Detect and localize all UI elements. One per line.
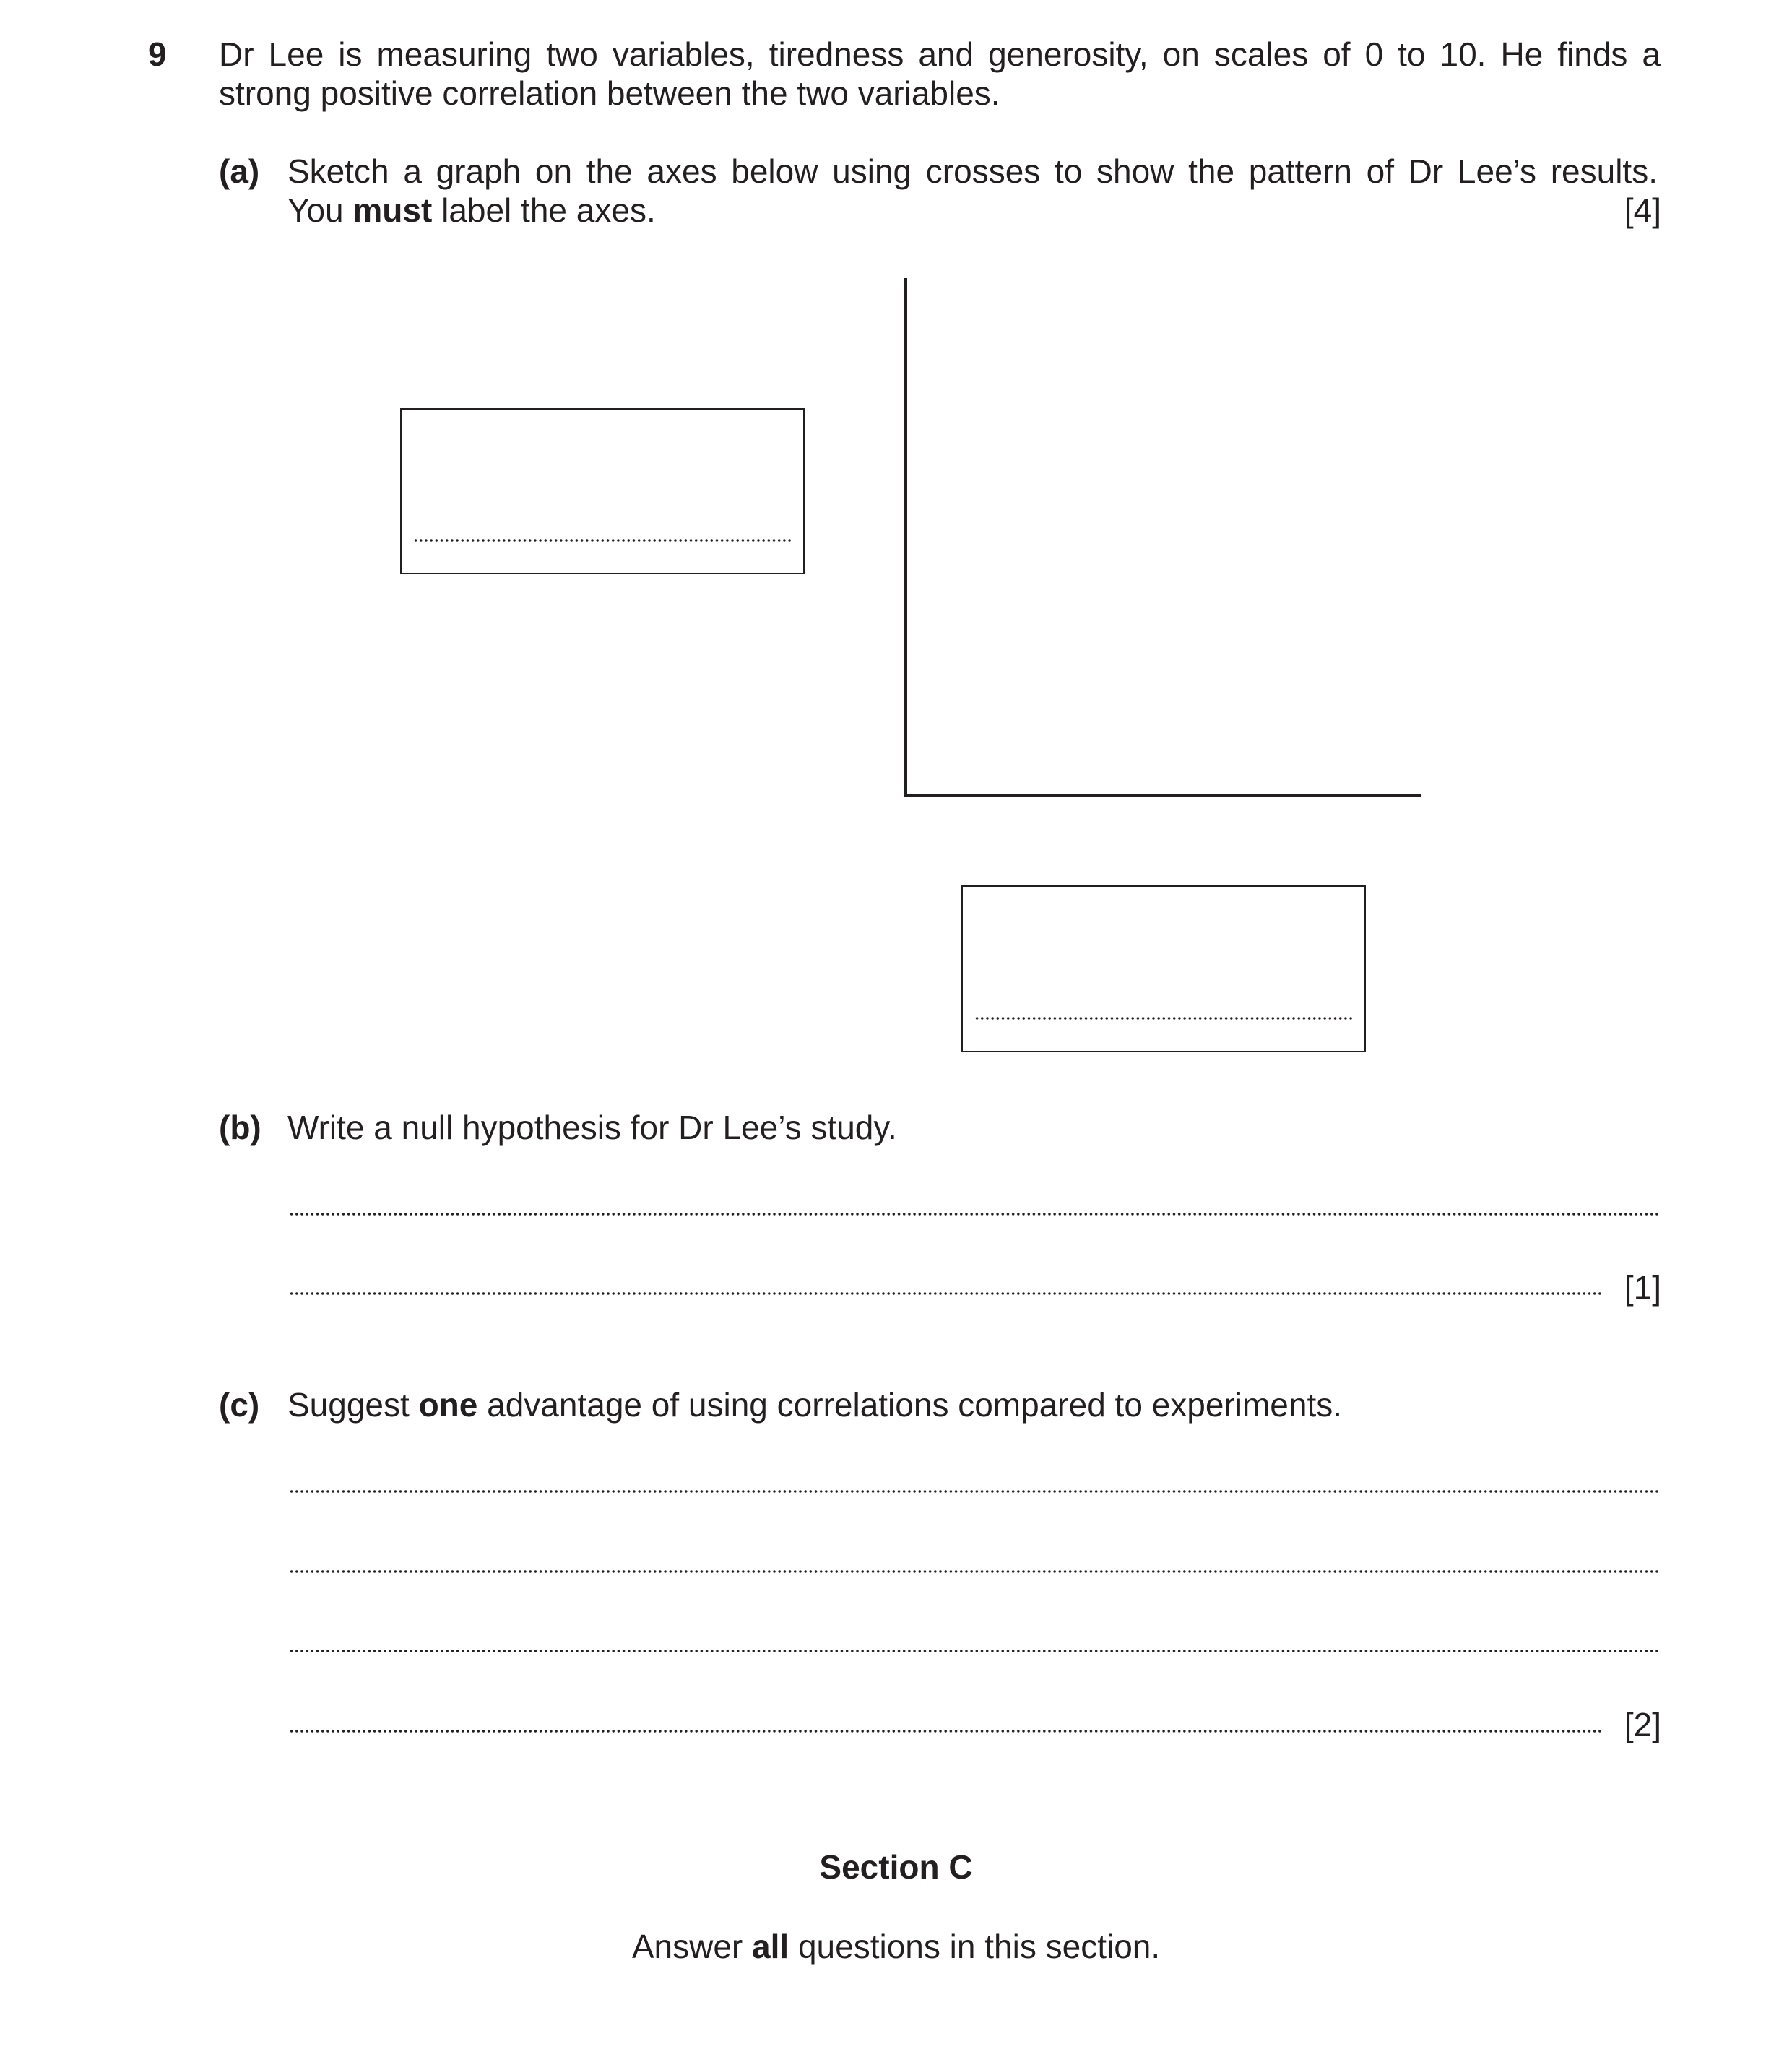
part-a-line1: Sketch a graph on the axes below using crosses to show the pattern of Dr Lee’s results. <box>287 152 1658 190</box>
x-axis-label-line[interactable] <box>974 1016 1353 1021</box>
y-axis <box>904 278 907 797</box>
part-c-answer-line-1[interactable] <box>289 1489 1660 1494</box>
x-axis <box>904 794 1421 797</box>
part-b-label: (b) <box>219 1109 261 1146</box>
part-c-one: one <box>418 1386 478 1424</box>
section-instruction: Answer all questions in this section. <box>631 1928 1161 1965</box>
part-c-marks: [2] <box>1624 1706 1661 1743</box>
x-axis-label-box <box>961 885 1366 1052</box>
part-c-label: (c) <box>219 1386 260 1424</box>
part-c-answer-line-3[interactable] <box>289 1649 1660 1653</box>
part-b-marks: [1] <box>1624 1269 1661 1307</box>
part-c-answer-line-2[interactable] <box>289 1569 1660 1574</box>
part-a-marks: [4] <box>1624 191 1661 229</box>
part-b-answer-line-1[interactable] <box>289 1212 1660 1216</box>
part-c-answer-line-4[interactable] <box>289 1729 1602 1733</box>
section-title: Section C <box>819 1848 973 1886</box>
question-stem: Dr Lee is measuring two variables, tiredness and generosity, on scales of 0 to 10. He finds a strong positive correlation between the two variables. <box>219 35 1661 112</box>
y-axis-label-line[interactable] <box>413 538 792 542</box>
part-b-text: Write a null hypothesis for Dr Lee’s study. <box>287 1109 897 1146</box>
part-a-line2: You must label the axes. <box>287 191 656 229</box>
part-b-answer-line-2[interactable] <box>289 1291 1602 1296</box>
part-a-label: (a) <box>219 152 260 190</box>
section-instruction-all: all <box>752 1928 789 1965</box>
question-number: 9 <box>148 35 167 73</box>
part-c-text: Suggest one advantage of using correlations compared to experiments. <box>287 1386 1343 1424</box>
y-axis-label-box <box>400 408 805 574</box>
part-a-must: must <box>352 191 433 229</box>
